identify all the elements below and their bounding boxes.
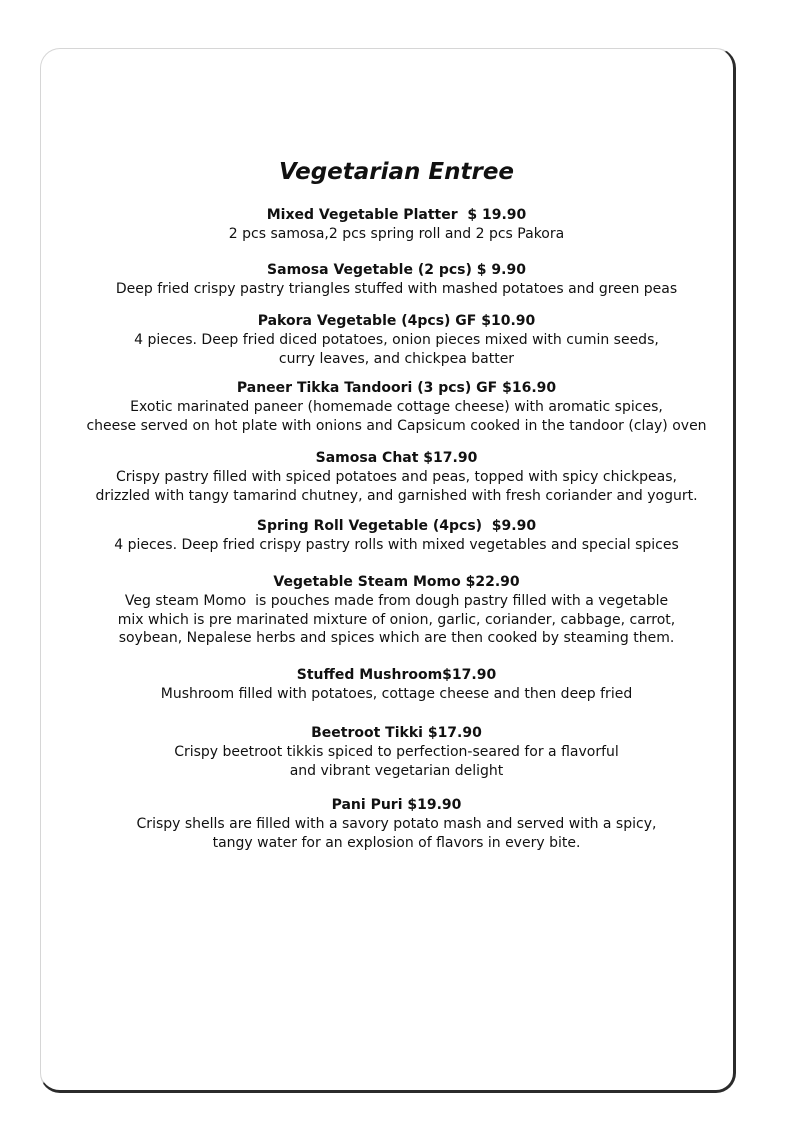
menu-item-beetroot-tikki (0, 724, 793, 780)
item-name: Mixed Vegetable Platter $ 19.90 (266, 207, 527, 223)
menu-item-samosa-vegetable (0, 261, 793, 299)
item-description: and vibrant vegetarian delight (289, 762, 504, 779)
item-name: Paneer Tikka Tandoori (3 pcs) GF $16.90 (236, 380, 557, 396)
item-description: Crispy pastry filled with spiced potatoes and peas, topped with spicy chickpeas, (115, 469, 677, 485)
item-description: Crispy shells are filled with a savory potato mash and served with a spicy, (136, 816, 657, 832)
item-description: curry leaves, and chickpea batter (278, 350, 515, 367)
item-description: Deep fried crispy pastry triangles stuffed with mashed potatoes and green peas (115, 281, 678, 297)
menu-item-stuffed-mushroom (0, 666, 793, 704)
item-name: Stuffed Mushroom$17.90 (296, 667, 497, 683)
item-description: 4 pieces. Deep fried crispy pastry rolls with mixed vegetables and special spices (114, 537, 679, 553)
item-description: Crispy beetroot tikkis spiced to perfection-seared for a flavorful (174, 744, 619, 760)
item-description: mix which is pre marinated mixture of onion, garlic, coriander, cabbage, carrot, (117, 611, 676, 628)
menu-item-paneer-tikka-tandoori (0, 379, 793, 435)
item-name: Spring Roll Vegetable (4pcs) $9.90 (256, 518, 537, 534)
item-description: Mushroom filled with potatoes, cottage cheese and then deep fried (160, 686, 633, 702)
item-description: 2 pcs samosa,2 pcs spring roll and 2 pcs Pakora (228, 226, 565, 242)
item-description: tangy water for an explosion of flavors in every bite. (212, 834, 581, 851)
menu-title: Vegetarian Entree (278, 159, 515, 185)
item-name: Samosa Chat $17.90 (315, 450, 478, 466)
menu-item-spring-roll-vegetable (0, 517, 793, 555)
menu-item-pani-puri (0, 796, 793, 852)
menu-item-vegetable-steam-momo (0, 573, 793, 648)
item-description: 4 pieces. Deep fried diced potatoes, onion pieces mixed with cumin seeds, (134, 332, 659, 348)
item-description: drizzled with tangy tamarind chutney, and garnished with fresh coriander and yogurt. (95, 487, 698, 504)
item-name: Samosa Vegetable (2 pcs) $ 9.90 (267, 262, 526, 278)
item-name: Beetroot Tikki $17.90 (311, 725, 482, 741)
menu-item-pakora-vegetable (0, 312, 793, 368)
menu-item-mixed-vegetable-platter (0, 206, 793, 244)
item-name: Pakora Vegetable (4pcs) GF $10.90 (257, 313, 536, 329)
item-name: Vegetable Steam Momo $22.90 (273, 574, 520, 590)
menu-card (40, 48, 736, 1093)
item-description: soybean, Nepalese herbs and spices which are then cooked by steaming them. (118, 630, 675, 646)
item-name: Pani Puri $19.90 (331, 797, 462, 813)
menu-item-samosa-chat (0, 449, 793, 505)
item-description: Exotic marinated paneer (homemade cottage cheese) with aromatic spices, (130, 399, 663, 415)
item-description: cheese served on hot plate with onions and Capsicum cooked in the tandoor (clay) oven (86, 417, 707, 434)
item-description: Veg steam Momo is pouches made from dough pastry filled with a vegetable (124, 593, 669, 609)
